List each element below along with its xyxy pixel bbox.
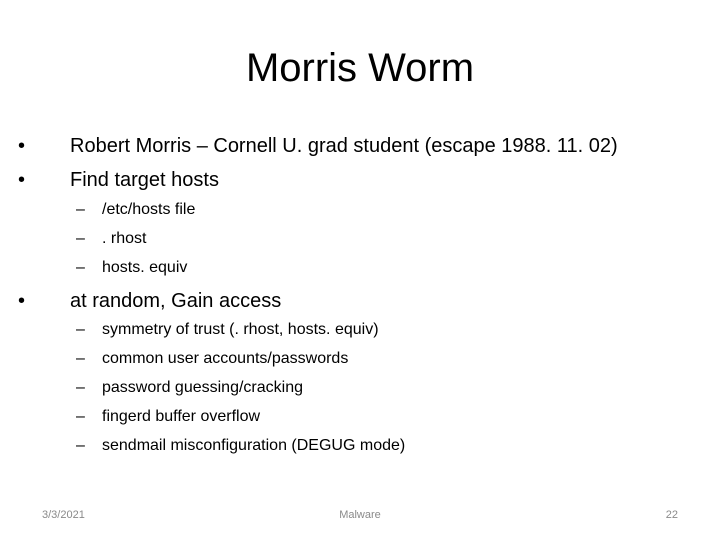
sub-bullet-marker: – <box>76 259 85 276</box>
sub-bullet-text: symmetry of trust (. rhost, hosts. equiv) <box>102 321 379 338</box>
sub-bullet-marker: – <box>76 379 85 396</box>
sub-bullet-marker: – <box>76 321 85 338</box>
bullet-text: Robert Morris – Cornell U. grad student (escape 1988. 11. 02) <box>70 135 618 157</box>
sub-bullet-text: hosts. equiv <box>102 259 188 276</box>
slide-title: Morris Worm <box>245 46 475 90</box>
sub-bullet-text: fingerd buffer overflow <box>102 408 261 425</box>
sub-bullet-marker: – <box>76 408 85 425</box>
sub-bullet-text: password guessing/cracking <box>102 379 303 396</box>
bullet-marker: • <box>18 135 26 157</box>
footer-title: Malware <box>339 509 381 521</box>
sub-bullet-text: sendmail misconfiguration (DEGUG mode) <box>102 437 406 454</box>
sub-bullet-text: /etc/hosts file <box>102 201 196 218</box>
bullet-marker: • <box>18 169 26 191</box>
bullet-text: Find target hosts <box>70 169 219 191</box>
footer-date: 3/3/2021 <box>42 509 85 521</box>
bullet-text: at random, Gain access <box>70 290 282 312</box>
sub-bullet-marker: – <box>76 230 85 247</box>
sub-bullet-text: . rhost <box>102 230 147 247</box>
bullet-marker: • <box>18 290 26 312</box>
sub-bullet-marker: – <box>76 350 85 367</box>
sub-bullet-marker: – <box>76 437 85 454</box>
footer-page-number: 22 <box>665 509 678 521</box>
sub-bullet-marker: – <box>76 201 85 218</box>
sub-bullet-text: common user accounts/passwords <box>102 350 349 367</box>
